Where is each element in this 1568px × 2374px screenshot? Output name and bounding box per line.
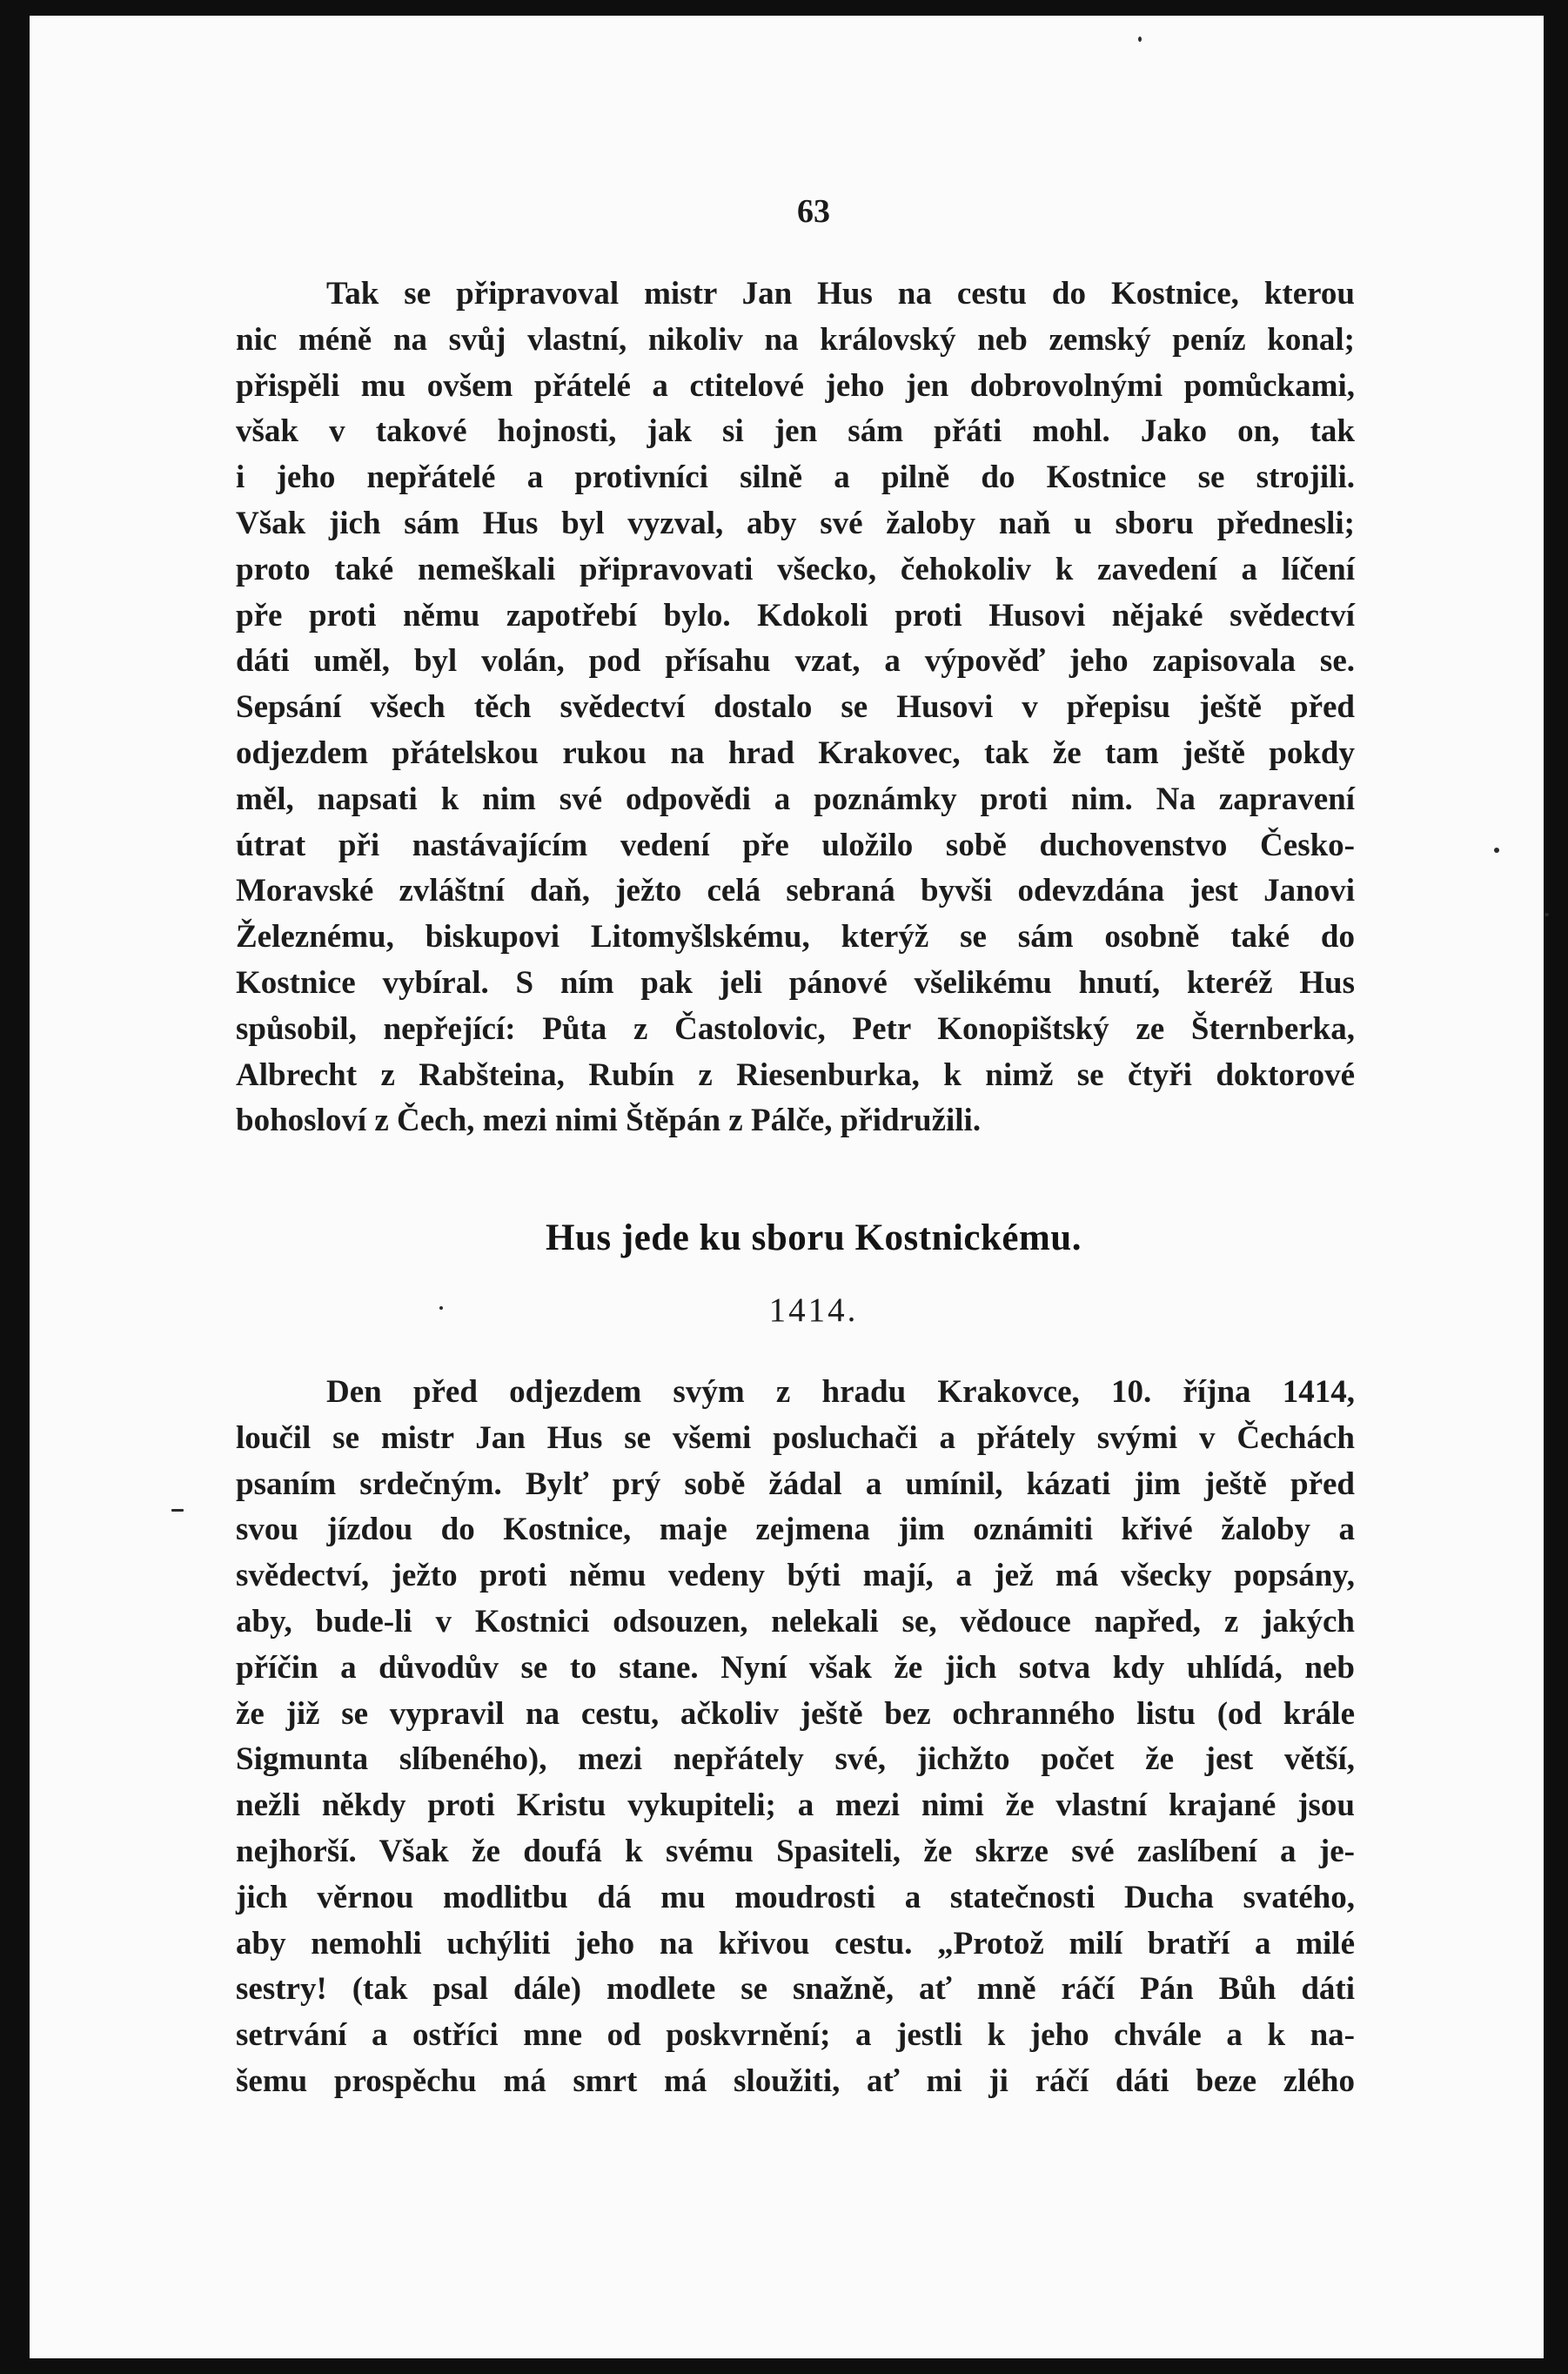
text-line: proto také nemeškali připravovati všecko, čehokoliv k zavedení a líčení [236, 551, 1355, 587]
section-heading: Hus jede ku sboru Kostnickému. [546, 1217, 1082, 1258]
text-line: setrvání a ostříci mne od poskvrnění; a jestli k jeho chvále a k na- [236, 2017, 1355, 2054]
paragraph-preparations [236, 272, 1355, 1144]
text-line: příčin a důvodův se to stane. Nyní však že jich sotva kdy uhlídá, neb [236, 1649, 1355, 1686]
text-line: psaním srdečným. Bylť prý sobě žádal a umínil, kázati jim ještě před [236, 1465, 1355, 1502]
text-line: Den před odjezdem svým z hradu Krakovce, 10. října 1414, [326, 1374, 1355, 1410]
text-line: Tak se připravoval mistr Jan Hus na cestu do Kostnice, kterou [326, 276, 1355, 312]
text-line: jich věrnou modlitbu dá mu moudrosti a statečnosti Ducha svatého, [236, 1879, 1355, 1915]
text-line: Sigmunta slíbeného), mezi nepřátely své, jichžto počet že jest větší, [236, 1741, 1355, 1778]
page-number: 63 [797, 193, 830, 230]
text-line: bohosloví z Čech, mezi nimi Štěpán z Pálče, přidružili. [236, 1103, 982, 1139]
scan-speck [1138, 37, 1142, 42]
text-line: útrat při nastávajícím vedení pře uložilo sobě duchovenstvo Česko- [236, 827, 1355, 863]
text-line: Albrecht z Rabšteina, Rubín z Riesenburka, k nimž se čtyři doktorové [236, 1056, 1355, 1093]
text-line: nic méně na svůj vlastní, nikoliv na královský neb zemský peníz konal; [236, 321, 1355, 358]
text-line: aby, bude-li v Kostnici odsouzen, nelekali se, vědouce napřed, z jakých [236, 1603, 1355, 1640]
text-line: aby nemohli uchýliti jeho na křivou cestu. „Protož milí bratří a milé [236, 1925, 1355, 1962]
scan-speck [439, 1306, 443, 1310]
text-line: svědectví, ježto proti němu vedeny býti mají, a jež má všecky popsány, [236, 1558, 1355, 1594]
text-line: Moravské zvláštní daň, ježto celá sebraná byvši odevzdána jest Janovi [236, 873, 1355, 909]
text-line: svou jízdou do Kostnice, maje zejmena jim oznámiti křivé žaloby a [236, 1512, 1355, 1548]
text-line: dáti uměl, byl volán, pod přísahu vzat, a výpověď jeho zapisovala se. [236, 643, 1355, 680]
text-line: sestry! (tak psal dále) modlete se snažně, ať mně ráčí Pán Bůh dáti [236, 1971, 1355, 2008]
text-line: Sepsání všech těch svědectví dostalo se Husovi v přepisu ještě před [236, 689, 1355, 726]
text-line: nejhorší. Však že doufá k svému Spasiteli, že skrze své zaslíbení a je- [236, 1833, 1355, 1869]
text-line: Železnému, biskupovi Litomyšlskému, kterýž se sám osobně také do [236, 919, 1355, 956]
scan-speck [1494, 848, 1499, 853]
section-year: 1414. [768, 1291, 859, 1329]
text-line: loučil se mistr Jan Hus se všemi posluchači a přátely svými v Čechách [236, 1419, 1355, 1456]
text-line: pře proti němu zapotřebí bylo. Kdokoli proti Husovi nějaké svědectví [236, 597, 1355, 634]
scan-speck [1545, 913, 1549, 916]
text-line: i jeho nepřátelé a protivníci silně a pilně do Kostnice se strojili. [236, 459, 1355, 496]
text-line: Kostnice vybíral. S ním pak jeli pánové všelikému hnutí, kteréž Hus [236, 964, 1355, 1001]
text-line: Však jich sám Hus byl vyzval, aby své žaloby naň u sboru přednesli; [236, 505, 1355, 541]
text-line: měl, napsati k nim své odpovědi a poznámky proti nim. Na zapravení [236, 781, 1355, 817]
paragraph-departure [236, 1370, 1355, 2105]
text-line: odjezdem přátelskou rukou na hrad Krakovec, tak že tam ještě pokdy [236, 734, 1355, 771]
text-line: přispěli mu ovšem přátelé a ctitelové jeho jen dobrovolnými pomůckami, [236, 367, 1355, 404]
text-line: nežli někdy proti Kristu vykupiteli; a mezi nimi že vlastní krajané jsou [236, 1787, 1355, 1824]
text-line: spůsobil, nepřející: Půta z Častolovic, Petr Konopištský ze Šternberka, [236, 1010, 1355, 1047]
text-line: šemu prospěchu má smrt má sloužiti, ať mi ji ráčí dáti beze zlého [236, 2062, 1355, 2099]
text-line: však v takové hojnosti, jak si jen sám přáti mohl. Jako on, tak [236, 413, 1355, 450]
scan-speck [171, 1509, 184, 1512]
text-line: že již se vypravil na cestu, ačkoliv ještě bez ochranného listu (od krále [236, 1695, 1355, 1732]
